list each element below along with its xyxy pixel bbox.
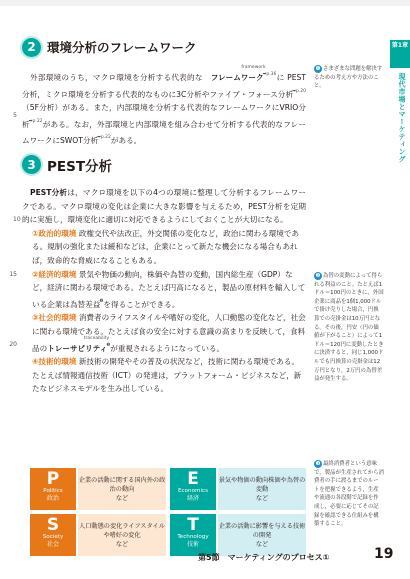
section-number-badge: 3 — [22, 155, 41, 174]
pest-letter-box: E Economics 経済 — [170, 468, 216, 510]
ruby-traceability: traceability — [83, 335, 110, 341]
pest-item-political: ①政治的環境 政権交代や法改正，外交関係の変化など，政治に関わる環境である。規制の強化または緩和などは，企業にとって新たな機会になる場合もあれば，致命的な脅威になることもある。 — [32, 228, 300, 265]
line-number: 20 — [9, 341, 17, 349]
note-ref: ❸ — [106, 342, 111, 348]
page-number: 19 — [374, 546, 394, 562]
term-pest: PEST分析 — [30, 187, 68, 197]
section-3-title: PEST分析 — [47, 158, 113, 175]
side-note-2: ❷ 為替の変動によって得られる利益のこと。たとえば1ドル＝100円のときに，外国企業に商品を1個1,000ドルで掛け売りした場合，円換算での売掛金は10万円となる。その後，円安（円の価値が下がること）によって1ドル＝120円に変動したときに決済すると，同じ1,000ドルでも円換算の売掛金は12万円となり，2万円の為替差益が発生する。 — [314, 273, 384, 383]
pest-letter-box: S Society 社会 — [30, 514, 76, 556]
pest-description: 企業の活動に影響を与える技術の開発 など — [218, 514, 306, 556]
ruby-framework: framework — [241, 65, 266, 70]
section-2-title: 環境分析のフレームワーク — [47, 40, 197, 55]
line-number: 15 — [9, 270, 17, 278]
footer-section-title: 第5節 マーケティングのプロセス① — [198, 553, 330, 562]
pest-item-social: ③社会的環境 消費者のライフスタイルや嗜好の変化，人口動態の変化など，社会に関わる環境である。たとえば食の安全に対する意識の高まりを反映して，食料品のトレーサビリティ traceability $^❸$が重視されるようになっている。 20 — [22, 311, 306, 355]
pest-description: 景気や物価の動向株価や為替の変動 など — [218, 468, 306, 510]
page-top-band — [0, 0, 410, 6]
term-framework: フレームワーク framework — [210, 65, 266, 82]
section-3-intro: PEST分析は，マクロ環境を以下の4つの環境に整理して分析するフレームワークである。マクロ環境の変化は企業に大きな影響を与えるため，PEST分析を定期的に実施し，環境変化に適切に対応できるようにしておくことが大切になる。 10 — [22, 186, 306, 227]
section-3-heading — [22, 152, 306, 178]
note-marker: ❶ — [315, 66, 321, 72]
pest-letter-box: T Technology 技術 — [170, 514, 216, 556]
note-marker: ❷ — [315, 273, 321, 279]
main-column — [9, 34, 307, 396]
line-number: 5 — [13, 112, 17, 119]
chapter-title: 現代市場とマーケティング — [398, 73, 406, 163]
section-2-heading — [22, 34, 306, 60]
page-ref: ➡p.20 — [292, 88, 306, 94]
page-ref: ➡p.36 — [262, 72, 277, 77]
section-2-paragraph: 外部環境のうち，マクロ環境を分析する代表的な フレームワーク framework $^{➡p.36}$に PEST分析，ミクロ環境を分析する代表的なものに3C分析やファイブ・フォース分析$^{➡p.20}$（5F分析）がある。また，内部環境を分析する代表的なフレームワークにVRIO分析$^{➡p.22}$がある。なお，外部環境と内部環境を組み合わせて分析する代表的なフレームワークにSWOT分析$^{➡p.22}$がある。 5 — [22, 68, 306, 148]
note-ref: ❷ — [99, 298, 104, 304]
pest-item-economic: ②経済的環境 景気や物価の動向，株価や為替の変動，国内総生産（GDP）など，経済に関わる環境である。たとえば円高になると，製品の原材料を輸入している企業は為替差益$^❷$を得ることができる。 15 — [22, 268, 306, 312]
side-note-3: ❸ 最終消費者という意味で，製品が生産されてから消費者の手に渡るまでのルートを把握できるよう，生産や流通の各段階で記録を作成し，必要に応じてその記録を確認できる仕組みを構築すること。 — [314, 461, 384, 528]
term-traceability: トレーサビリティ traceability — [47, 335, 110, 353]
note-marker: ❸ — [315, 461, 321, 467]
pest-letter-box: P Politics 政治 — [30, 468, 76, 510]
pest-table — [30, 468, 308, 556]
pest-item-technological: ④技術的環境 新技術の開発やその普及の状況など，技術に関わる環境である。たとえば情報通信技術（ICT）の発達は，プラットフォーム・ビジネスなど，新たなビジネスモデルを生み出している。 — [32, 357, 302, 394]
page-ref: ➡p.22 — [28, 118, 43, 124]
pest-description: 人口動態の変化ライフスタイルや嗜好の変化 など — [78, 514, 166, 556]
line-number: 10 — [13, 215, 21, 223]
chapter-tab: 第1章 — [390, 40, 410, 68]
side-note-1: ❶ さまざまな問題を解決するための考え方や方法のこと。 — [314, 66, 383, 90]
pest-description: 企業の活動に関する国内外の政治の動向 など — [78, 468, 166, 510]
page-ref: ➡p.22 — [97, 135, 111, 141]
section-number-badge: 2 — [22, 38, 41, 57]
